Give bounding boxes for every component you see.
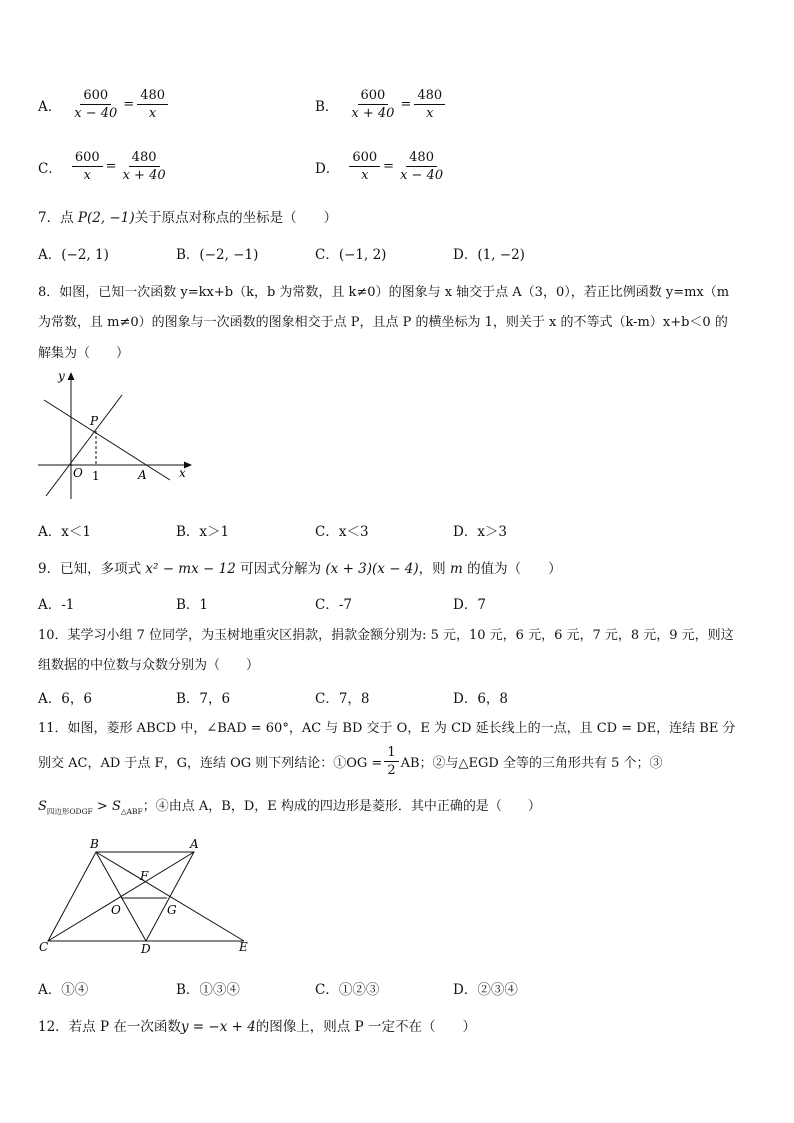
q11-option-a: A．①④ — [38, 982, 89, 998]
label-a: A — [190, 838, 199, 851]
fraction-one-half: $\frac{1}{2}$ — [384, 745, 398, 778]
diagonal-bd — [96, 852, 146, 941]
q9-option-c: C．-7 — [315, 597, 352, 613]
q9-stem: 9．已知，多项式 x² − mx − 12 可因式分解为 (x + 3)(x − 4)，则 m 的值为（ ） — [38, 561, 562, 577]
fraction: $\frac{480}{x + 40}$ — [122, 150, 166, 183]
label-one: 1 — [92, 469, 100, 483]
q11-stem-line-2: 别交 AC，AD 于点 F，G，连结 OG 则下列结论：①OG = $\frac{1}{2}$ AB；②与△EGD 全等的三角形共有 5 个；③ — [38, 745, 663, 778]
q10-stem-line-1: 10．某学习小组 7 位同学，为玉树地重灾区捐款，捐款金额分别为: 5 元，10 元，6 元，6 元，7 元，8 元，9 元，则这 — [38, 628, 734, 643]
q7-option-a: A．(−2, 1) — [38, 247, 109, 263]
option-label: A． — [38, 98, 62, 115]
label-a: A — [138, 468, 147, 482]
q8-stem-line-3: 解集为（ ） — [38, 346, 130, 361]
option-label: D． — [315, 160, 340, 177]
q10-option-b: B．7，6 — [176, 691, 231, 707]
label-y: y — [58, 369, 65, 383]
q6-option-c: C． $\frac{600}{x}$ = $\frac{480}{x + 40}$ — [38, 150, 171, 183]
line-kx-plus-b — [44, 400, 170, 480]
q8-option-b: B．x＞1 — [176, 524, 230, 540]
q6-option-b: B． $\frac{600}{x + 40}$ = $\frac{480}{x}$ — [315, 88, 447, 121]
fraction: $\frac{480}{x - 40}$ — [400, 150, 444, 183]
q6-option-a: A． $\frac{600}{x - 40}$ = $\frac{480}{x}$ — [38, 88, 170, 121]
q7-stem: 7．点 P(2, −1)关于原点对称点的坐标是（ ） — [38, 210, 338, 226]
q9-option-b: B．1 — [176, 597, 209, 613]
option-label: C． — [38, 160, 62, 177]
q9-option-a: A．-1 — [38, 597, 75, 613]
q10-stem-line-2: 组数据的中位数与众数分别为（ ） — [38, 658, 260, 673]
q11-option-d: D．②③④ — [453, 982, 518, 998]
fraction: $\frac{600}{x}$ — [72, 150, 103, 183]
label-o: O — [73, 466, 83, 480]
q8-option-c: C．x＜3 — [315, 524, 369, 540]
q10-option-d: D．6，8 — [453, 691, 509, 707]
fraction: $\frac{480}{x}$ — [414, 88, 445, 121]
q11-figure — [36, 838, 256, 958]
label-x: x — [179, 466, 186, 480]
label-p: P — [90, 414, 99, 428]
label-c: C — [39, 940, 49, 954]
q10-option-c: C．7，8 — [315, 691, 370, 707]
q11-option-c: C．①②③ — [315, 982, 380, 998]
segment-be — [96, 852, 244, 941]
q12-stem: 12．若点 P 在一次函数y = −x + 4的图像上，则点 P 一定不在（ ） — [38, 1019, 476, 1035]
q7-option-c: C．(−1, 2) — [315, 247, 387, 263]
q7-option-d: D．(1, −2) — [453, 247, 525, 263]
label-f: F — [140, 869, 149, 883]
q11-stem-line-3: $S_{四边形ODGF} > S_{\triangle ABF}$；④由点 A，B，D，E 构成的四边形是菱形．其中正确的是（ ） — [38, 799, 541, 816]
linear-function: y = −x + 4 — [180, 1019, 256, 1035]
q11-stem-line-1: 11．如图，菱形 ABCD 中，∠BAD = 60°，AC 与 BD 交于 O，E 为 CD 延长线上的一点，且 CD = DE，连结 BE 分 — [38, 721, 736, 736]
fraction: $\frac{600}{x - 40}$ — [74, 88, 118, 121]
q6-option-d: D． $\frac{600}{x}$ = $\frac{480}{x - 40}$ — [315, 150, 448, 183]
label-d: D — [141, 942, 151, 956]
q9-option-d: D．7 — [453, 597, 486, 613]
q8-stem-line-2: 为常数，且 m≠0）的图象与一次函数的图象相交于点 P，且点 P 的横坐标为 1，则关于 x 的不等式（k-m）x+b＜0 的 — [38, 315, 728, 330]
y-axis-arrow — [68, 372, 75, 380]
option-label: B． — [315, 98, 339, 115]
point-expression: P(2, −1) — [77, 210, 135, 226]
label-b: B — [90, 838, 99, 851]
q7-option-b: B．(−2, −1) — [176, 247, 259, 263]
label-e: E — [239, 940, 248, 954]
label-o: O — [111, 903, 121, 917]
label-g: G — [167, 903, 177, 917]
line-mx — [46, 395, 122, 496]
fraction: $\frac{480}{x}$ — [137, 88, 168, 121]
q8-stem-line-1: 8．如图，已知一次函数 y=kx+b（k，b 为常数，且 k≠0）的图象与 x 轴交于点 A（3，0），若正比例函数 y=mx（m — [38, 285, 730, 300]
factorization: (x + 3)(x − 4) — [325, 561, 419, 577]
q8-option-a: A．x＜1 — [38, 524, 91, 540]
q10-option-a: A．6，6 — [38, 691, 92, 707]
fraction: $\frac{600}{x}$ — [349, 150, 380, 183]
q8-option-d: D．x＞3 — [453, 524, 508, 540]
variable-m: m — [449, 561, 463, 577]
q8-graph — [34, 365, 199, 505]
polynomial: x² − mx − 12 — [145, 561, 236, 577]
q11-option-b: B．①③④ — [176, 982, 240, 998]
fraction: $\frac{600}{x + 40}$ — [351, 88, 395, 121]
